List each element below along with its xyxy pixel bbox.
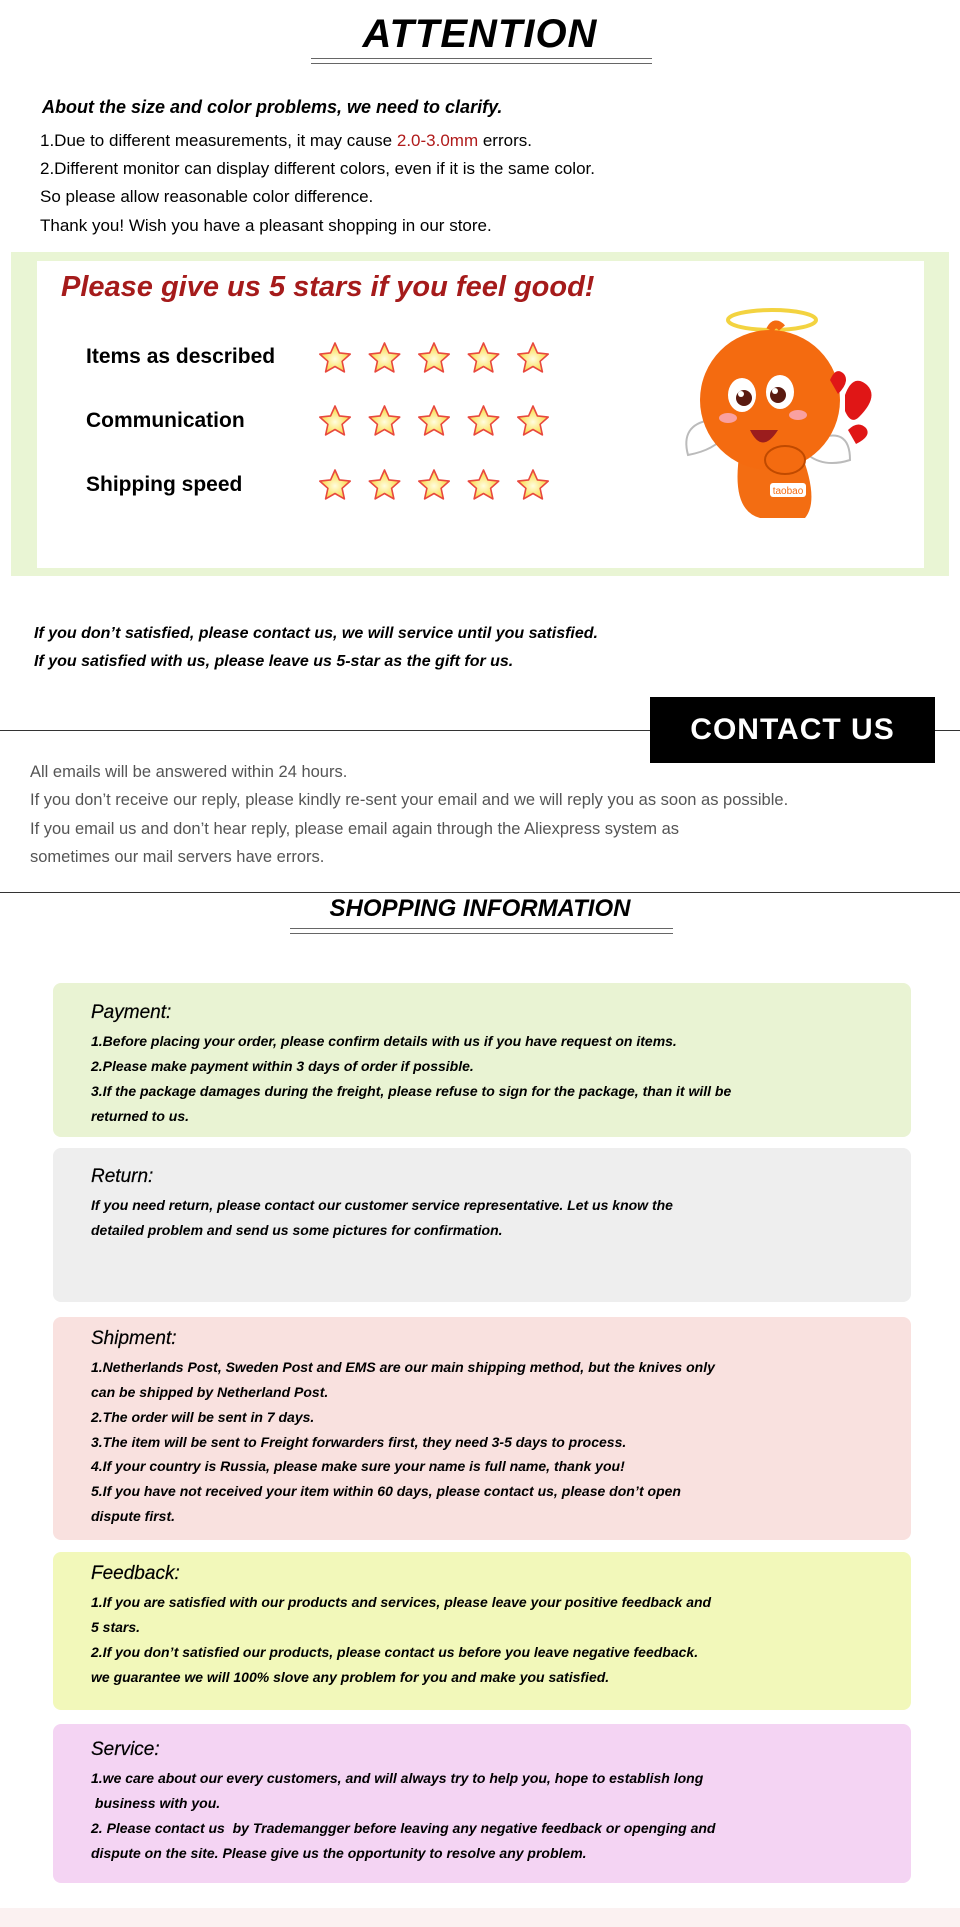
title-underline	[311, 58, 652, 64]
service-card	[53, 1724, 911, 1883]
attention-line-1	[40, 131, 532, 151]
card-line: 1.If you are satisfied with our products and services, please leave your positive feedback and	[91, 1594, 712, 1610]
contact-us-heading: CONTACT US	[650, 697, 935, 763]
card-title: Return:	[91, 1166, 154, 1187]
contact-divider-right	[935, 730, 960, 731]
contact-line-1: All emails will be answered within 24 hours.	[30, 763, 348, 781]
attention-subtitle: About the size and color problems, we need to clarify.	[42, 97, 503, 117]
star-rating-svg	[318, 403, 558, 439]
card-line: 2. Please contact us by Trademangger before leaving any negative feedback or openging and	[91, 1820, 716, 1836]
rating-label-items: Items as described	[86, 345, 276, 368]
star-icon	[369, 343, 399, 372]
star-icon	[369, 470, 399, 499]
star-row-communication	[318, 403, 558, 439]
mascot-badge-text: taobao	[772, 486, 804, 497]
card-line: we guarantee we will 100% slove any problem for you and make you satisfied.	[91, 1669, 610, 1685]
angel-mascot-icon	[680, 300, 880, 527]
card-line: 1.Netherlands Post, Sweden Post and EMS are our main shipping method, but the knives only	[91, 1359, 715, 1375]
card-title: Service:	[91, 1739, 160, 1760]
card-line: dispute first.	[91, 1508, 176, 1524]
shipment-card	[53, 1317, 911, 1540]
star-icon	[320, 470, 350, 499]
star-row-items	[318, 340, 558, 376]
star-rating-svg	[318, 340, 558, 376]
error-range-highlight: 2.0-3.0mm	[396, 131, 479, 150]
card-line: 3.If the package damages during the freight, please refuse to sign for the package, than it will be	[91, 1083, 732, 1099]
card-line: 4.If your country is Russia, please make sure your name is full name, thank you!	[91, 1458, 625, 1474]
contact-line-4: sometimes our mail servers have errors.	[30, 848, 325, 866]
star-row-shipping	[318, 467, 558, 503]
return-card	[53, 1148, 911, 1302]
star-icon	[369, 406, 399, 435]
shopping-title-underline	[290, 928, 673, 934]
card-line: 5 stars.	[91, 1619, 141, 1635]
contact-divider-left	[0, 730, 650, 731]
rating-label-shipping: Shipping speed	[86, 473, 243, 496]
star-icon	[419, 470, 449, 499]
star-icon	[468, 470, 498, 499]
attention-line-1-post: errors.	[478, 131, 532, 150]
card-title: Feedback:	[91, 1563, 180, 1584]
contact-line-2: If you don’t receive our reply, please kindly re-sent your email and we will reply you as soon as possible.	[30, 791, 789, 809]
satisfaction-line-1: If you don’t satisfied, please contact us, we will service until you satisfied.	[34, 625, 598, 642]
card-line: returned to us.	[91, 1108, 190, 1124]
card-line: can be shipped by Netherland Post.	[91, 1384, 329, 1400]
card-line: 2.The order will be sent in 7 days.	[91, 1409, 315, 1425]
card-line: detailed problem and send us some pictures for confirmation.	[91, 1222, 503, 1238]
star-icon	[419, 343, 449, 372]
contact-line-3: If you email us and don’t hear reply, please email again through the Aliexpress system as	[30, 820, 680, 838]
attention-line-1-pre: 1.Due to different measurements, it may cause	[40, 131, 397, 150]
star-rating-svg	[318, 467, 558, 503]
card-line: 2.Please make payment within 3 days of order if possible.	[91, 1058, 474, 1074]
shopping-info-title: SHOPPING INFORMATION	[329, 895, 631, 922]
star-icon	[320, 343, 350, 372]
card-title: Payment:	[91, 1002, 172, 1023]
section-divider	[0, 892, 960, 893]
rating-label-communication: Communication	[86, 409, 245, 432]
feedback-card	[53, 1552, 911, 1710]
star-icon	[518, 343, 548, 372]
star-icon	[518, 470, 548, 499]
attention-line-3: So please allow reasonable color difference.	[40, 187, 374, 206]
bottom-strip	[0, 1908, 960, 1927]
star-icon	[518, 406, 548, 435]
attention-line-2: 2.Different monitor can display different colors, even if it is the same color.	[40, 159, 595, 178]
card-line: 5.If you have not received your item within 60 days, please contact us, please don’t open	[91, 1483, 681, 1499]
attention-title: ATTENTION	[362, 12, 598, 56]
card-line: 1.we care about our every customers, and will always try to help you, hope to establish long	[91, 1770, 704, 1786]
star-icon	[468, 343, 498, 372]
star-icon	[320, 406, 350, 435]
card-line: dispute on the site. Please give us the opportunity to resolve any problem.	[91, 1845, 587, 1861]
card-line: If you need return, please contact our customer service representative. Let us know the	[91, 1197, 673, 1213]
satisfaction-line-2: If you satisfied with us, please leave us 5-star as the gift for us.	[34, 653, 514, 670]
card-line: 1.Before placing your order, please confirm details with us if you have request on items.	[91, 1033, 677, 1049]
star-icon	[468, 406, 498, 435]
card-line: business with you.	[91, 1795, 221, 1811]
card-line: 3.The item will be sent to Freight forwarders first, they need 3-5 days to process.	[91, 1434, 627, 1450]
payment-card	[53, 983, 911, 1137]
star-icon	[419, 406, 449, 435]
card-line: 2.If you don’t satisfied our products, please contact us before you leave negative feedback.	[91, 1644, 699, 1660]
attention-line-4: Thank you! Wish you have a pleasant shopping in our store.	[40, 216, 492, 235]
card-title: Shipment:	[91, 1328, 177, 1349]
rating-title: Please give us 5 stars if you feel good!	[61, 271, 595, 303]
